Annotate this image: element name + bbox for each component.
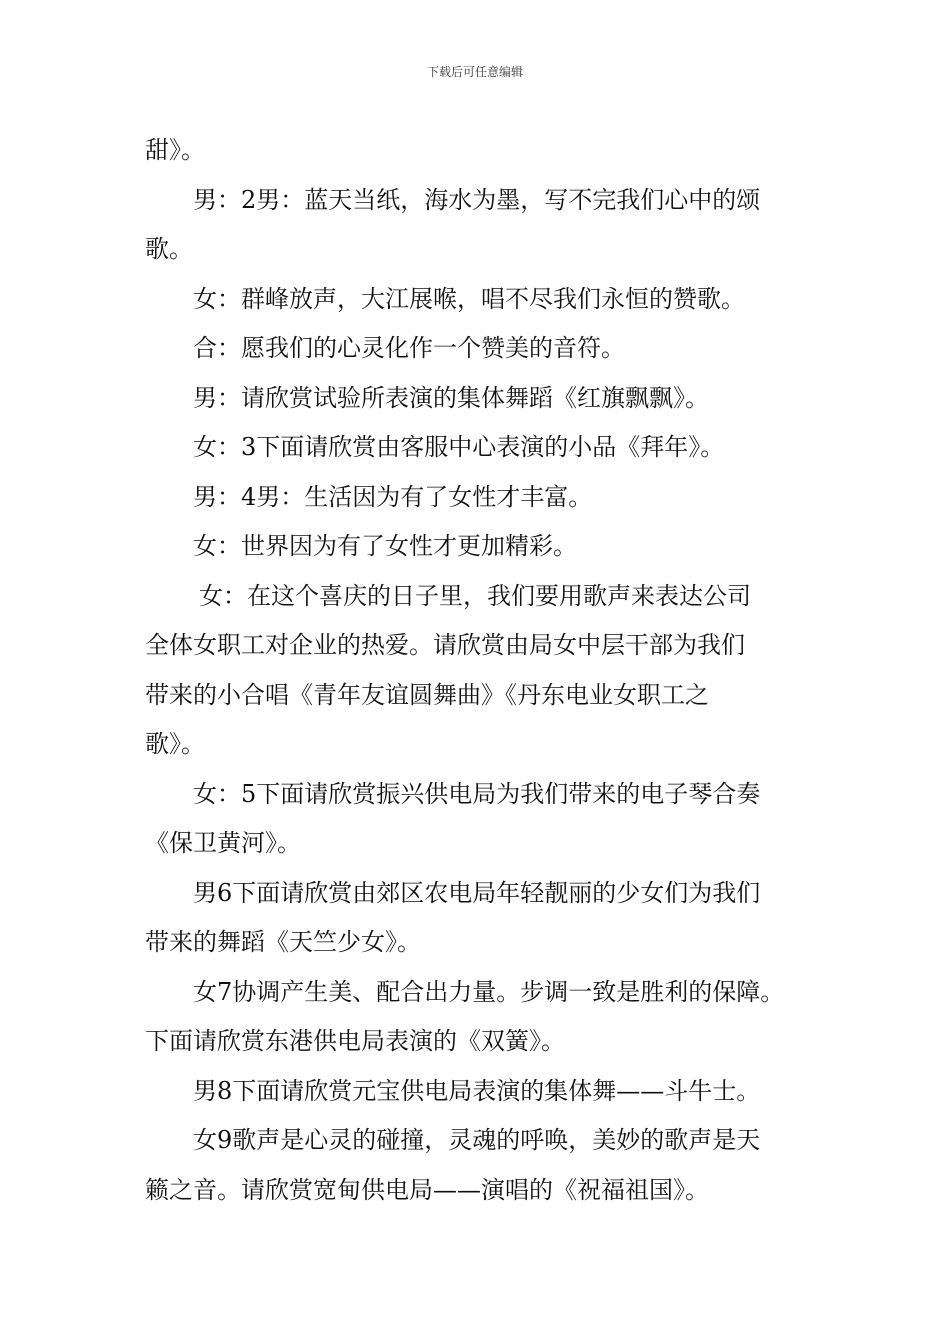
paragraph-13 bbox=[145, 1067, 820, 1117]
paragraph-line: 《保卫黄河》。 bbox=[145, 829, 301, 857]
paragraph-7 bbox=[145, 473, 820, 523]
paragraph-1 bbox=[145, 126, 820, 176]
paragraph-line: 带来的小合唱《青年友谊圆舞曲》《丹东电业女职工之 bbox=[145, 680, 709, 709]
paragraph-line: 带来的舞蹈《天竺少女》。 bbox=[145, 928, 421, 956]
paragraph-12 bbox=[145, 968, 820, 1067]
paragraph-9 bbox=[145, 572, 820, 770]
paragraph-line: 女9歌声是心灵的碰撞，灵魂的呼唤，美妙的歌声是天 bbox=[193, 1126, 761, 1154]
paragraph-line: 男：请欣赏试验所表演的集体舞蹈《红旗飘飘》。 bbox=[193, 383, 709, 412]
paragraph-line: 籁之音。请欣赏宽甸供电局——演唱的《祝福祖国》。 bbox=[145, 1175, 709, 1204]
paragraph-line: 女：世界因为有了女性才更加精彩。 bbox=[193, 532, 577, 560]
document-body bbox=[145, 126, 820, 1215]
paragraph-2 bbox=[145, 176, 820, 275]
paragraph-line: 歌。 bbox=[145, 235, 193, 263]
paragraph-4 bbox=[145, 324, 820, 374]
paragraph-line: 男：2男：蓝天当纸，海水为墨，写不完我们心中的颂 bbox=[193, 185, 761, 214]
paragraph-line: 甜》。 bbox=[145, 136, 205, 164]
paragraph-14 bbox=[145, 1116, 820, 1215]
paragraph-11 bbox=[145, 869, 820, 968]
paragraph-8 bbox=[145, 522, 820, 572]
paragraph-10 bbox=[145, 770, 820, 869]
paragraph-6 bbox=[145, 423, 820, 473]
paragraph-line: 女：3下面请欣赏由客服中心表演的小品《拜年》。 bbox=[193, 433, 725, 461]
paragraph-line: 下面请欣赏东港供电局表演的《双簧》。 bbox=[145, 1027, 565, 1055]
paragraph-3 bbox=[145, 275, 820, 325]
paragraph-line: 歌》。 bbox=[145, 730, 205, 758]
page-header: 下载后可任意编辑 bbox=[426, 65, 523, 79]
paragraph-line: 男：4男：生活因为有了女性才丰富。 bbox=[193, 482, 593, 511]
paragraph-line: 全体女职工对企业的热爱。请欣赏由局女中层干部为我们 bbox=[145, 631, 745, 659]
paragraph-line: 合：愿我们的心灵化作一个赞美的音符。 bbox=[193, 334, 625, 362]
paragraph-line: 男6下面请欣赏由郊区农电局年轻靓丽的少女们为我们 bbox=[193, 878, 761, 907]
paragraph-line: 男8下面请欣赏元宝供电局表演的集体舞——斗牛士。 bbox=[193, 1076, 761, 1105]
paragraph-5 bbox=[145, 374, 820, 424]
paragraph-line: 女7协调产生美、配合出力量。步调一致是胜利的保障。 bbox=[193, 977, 785, 1006]
paragraph-line: 女：5下面请欣赏振兴供电局为我们带来的电子琴合奏 bbox=[193, 779, 761, 808]
paragraph-line: 女：群峰放声，大江展喉，唱不尽我们永恒的赞歌。 bbox=[193, 284, 745, 313]
paragraph-line: 女：在这个喜庆的日子里，我们要用歌声来表达公司 bbox=[199, 581, 751, 610]
